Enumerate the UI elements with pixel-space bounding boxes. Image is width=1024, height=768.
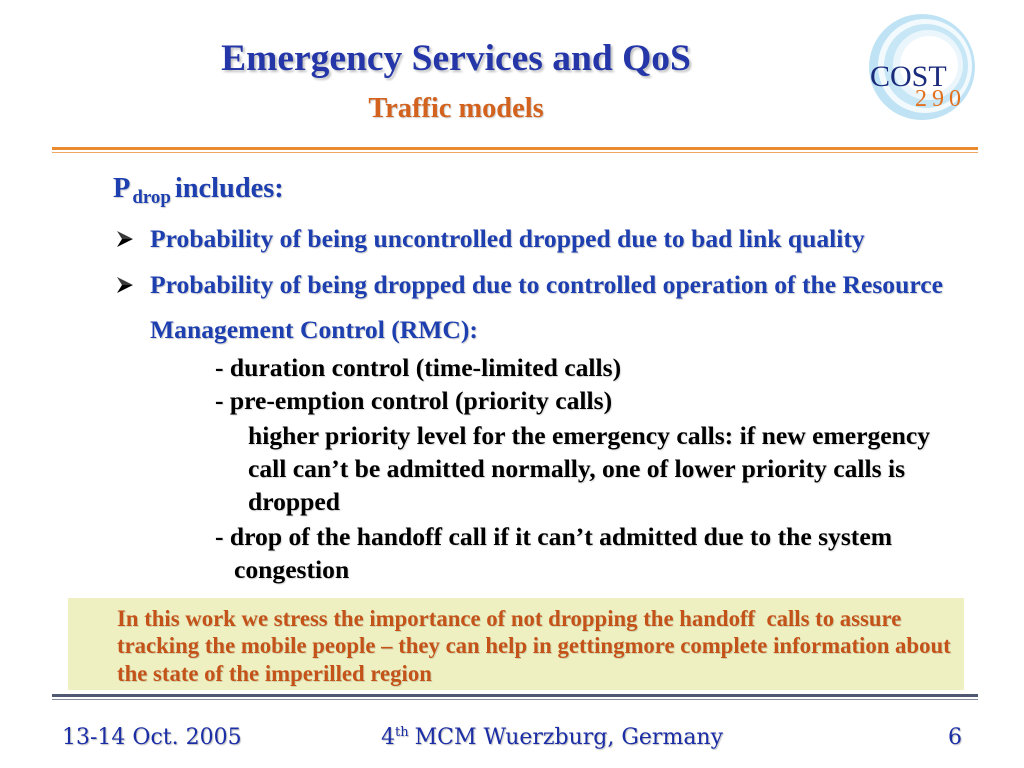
detail-line: dropped — [248, 487, 340, 516]
note-line: tracking the mobile people – they can help in gettingmore complete information about — [117, 633, 951, 658]
note-line: In this work we stress the importance of not dropping the handoff calls to assure — [117, 606, 902, 631]
logo-number: 290 — [915, 86, 966, 112]
footer-divider-thin — [52, 699, 978, 700]
heading-text: includes: — [174, 173, 284, 204]
cost-logo-icon — [864, 10, 980, 126]
bullet-text: Probability of being dropped due to controlled operation of the Resource — [150, 270, 943, 299]
detail-line: call can’t be admitted normally, one of lower priority calls is — [248, 454, 906, 483]
slide-title: Emergency Services and QoS — [221, 38, 691, 79]
pdrop-heading — [113, 172, 284, 206]
arrow-bullet-icon — [116, 230, 134, 248]
note-line: the state of the imperilled region — [117, 661, 432, 686]
bullet-text-continued: Management Control (RMC): — [150, 315, 478, 344]
bullet-text: Probability of being uncontrolled dropped due to bad link quality — [150, 224, 865, 253]
event-ordinal: 4 — [381, 725, 395, 750]
highlight-note-box — [68, 598, 964, 690]
header-divider — [52, 147, 978, 150]
heading-symbol: P — [113, 173, 131, 204]
footer-date: 13-14 Oct. 2005 — [62, 725, 242, 750]
detail-line: congestion — [234, 555, 350, 584]
footer-divider — [52, 694, 978, 697]
header-divider-thin — [52, 152, 978, 153]
detail-line: higher priority level for the emergency calls: if new emergency — [248, 421, 931, 450]
arrow-bullet-icon — [116, 276, 134, 294]
event-name: MCM Wuerzburg, Germany — [414, 725, 724, 750]
slide-subtitle: Traffic models — [368, 93, 544, 124]
detail-line: - duration control (time-limited calls) — [215, 353, 622, 382]
heading-subscript: drop — [132, 187, 171, 208]
logo-wordmark: COST — [870, 60, 947, 93]
footer-event — [381, 724, 723, 752]
event-ordinal-suffix: th — [395, 725, 409, 740]
detail-line: - pre-emption control (priority calls) — [215, 386, 613, 415]
page-number: 6 — [948, 725, 962, 750]
detail-line: - drop of the handoff call if it can’t admitted due to the system — [215, 522, 893, 551]
